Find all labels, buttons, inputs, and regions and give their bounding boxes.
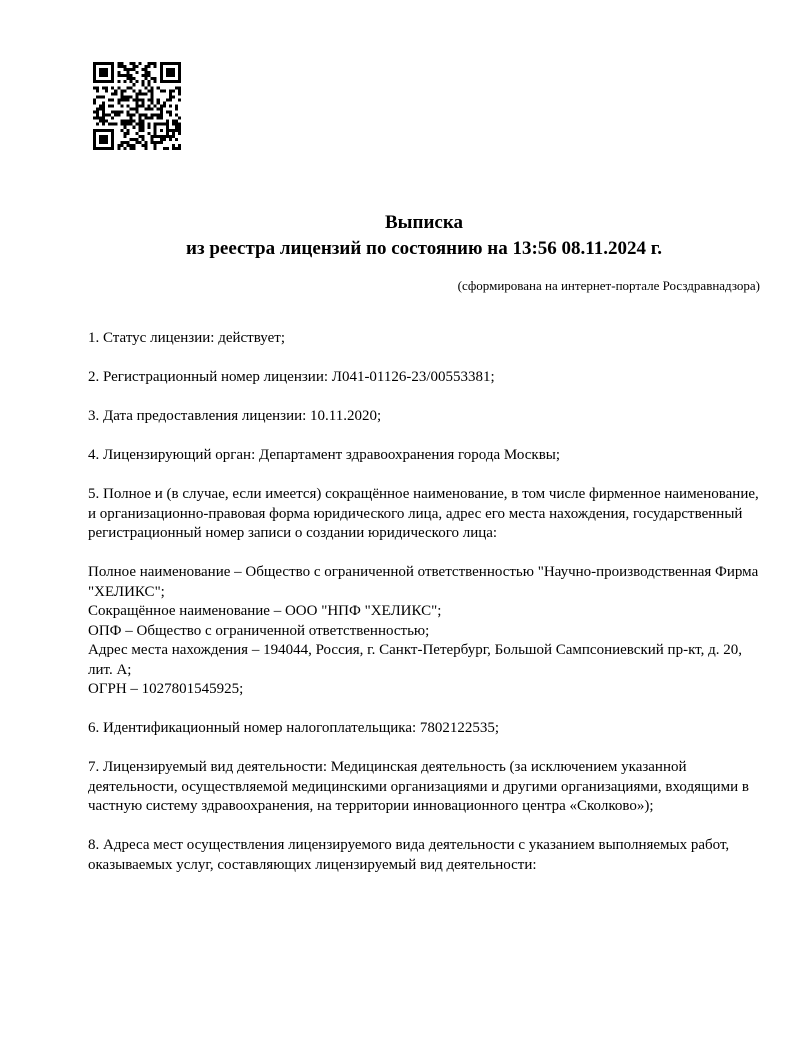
document-items	[88, 329, 760, 875]
document-body	[88, 0, 760, 875]
item-license-status: 1. Статус лицензии: действует;	[88, 330, 285, 347]
item-registration-number: 2. Регистрационный номер лицензии: Л041-01126-23/00553381;	[88, 369, 495, 386]
item-licensed-activity: 7. Лицензируемый вид деятельности: Медицинская деятельность (за исключением указанной деятельности, осуществляемой медицинскими организациями и другими организациями, входящими в частную систему здравоохранения, на территории инновационного центра «Сколково»);	[88, 759, 749, 815]
document-subtitle: (сформирована на интернет-портале Росздравнадзора)	[457, 278, 760, 293]
org-full-name: Полное наименование – Общество с ограниченной ответственностью "Научно-производственная Фирма "ХЕЛИКС";	[88, 564, 759, 600]
org-legal-form: ОПФ – Общество с ограниченной ответственностью;	[88, 622, 430, 639]
item-licensing-authority: 4. Лицензирующий орган: Департамент здравоохранения города Москвы;	[88, 447, 561, 464]
document-title-line2: из реестра лицензий по состоянию на 13:56 08.11.2024 г.	[186, 237, 662, 259]
item-grant-date: 3. Дата предоставления лицензии: 10.11.2020;	[88, 408, 382, 425]
document-title-line1: Выписка	[385, 212, 463, 233]
item-activity-addresses-heading: 8. Адреса мест осуществления лицензируемого вида деятельности с указанием выполняемых работ, оказываемых услуг, составляющих лицензируемый вид деятельности:	[88, 837, 730, 873]
org-address: Адрес места нахождения – 194044, Россия, г. Санкт-Петербург, Большой Сампсониевский пр-кт, д. 20, лит. А;	[88, 642, 742, 678]
org-details-block	[88, 563, 760, 700]
org-ogrn: ОГРН – 1027801545925;	[88, 681, 244, 698]
org-short-name: Сокращённое наименование – ООО "НПФ "ХЕЛИКС";	[88, 603, 442, 620]
document-title	[88, 210, 760, 261]
item-taxpayer-number: 6. Идентификационный номер налогоплательщика: 7802122535;	[88, 720, 500, 737]
item-legal-entity-heading: 5. Полное и (в случае, если имеется) сокращённое наименование, в том числе фирменное наименование, и организационно-правовая форма юридического лица, адрес его места нахождения, государственный регистрационный номер записи о создании юридического лица:	[88, 486, 759, 542]
